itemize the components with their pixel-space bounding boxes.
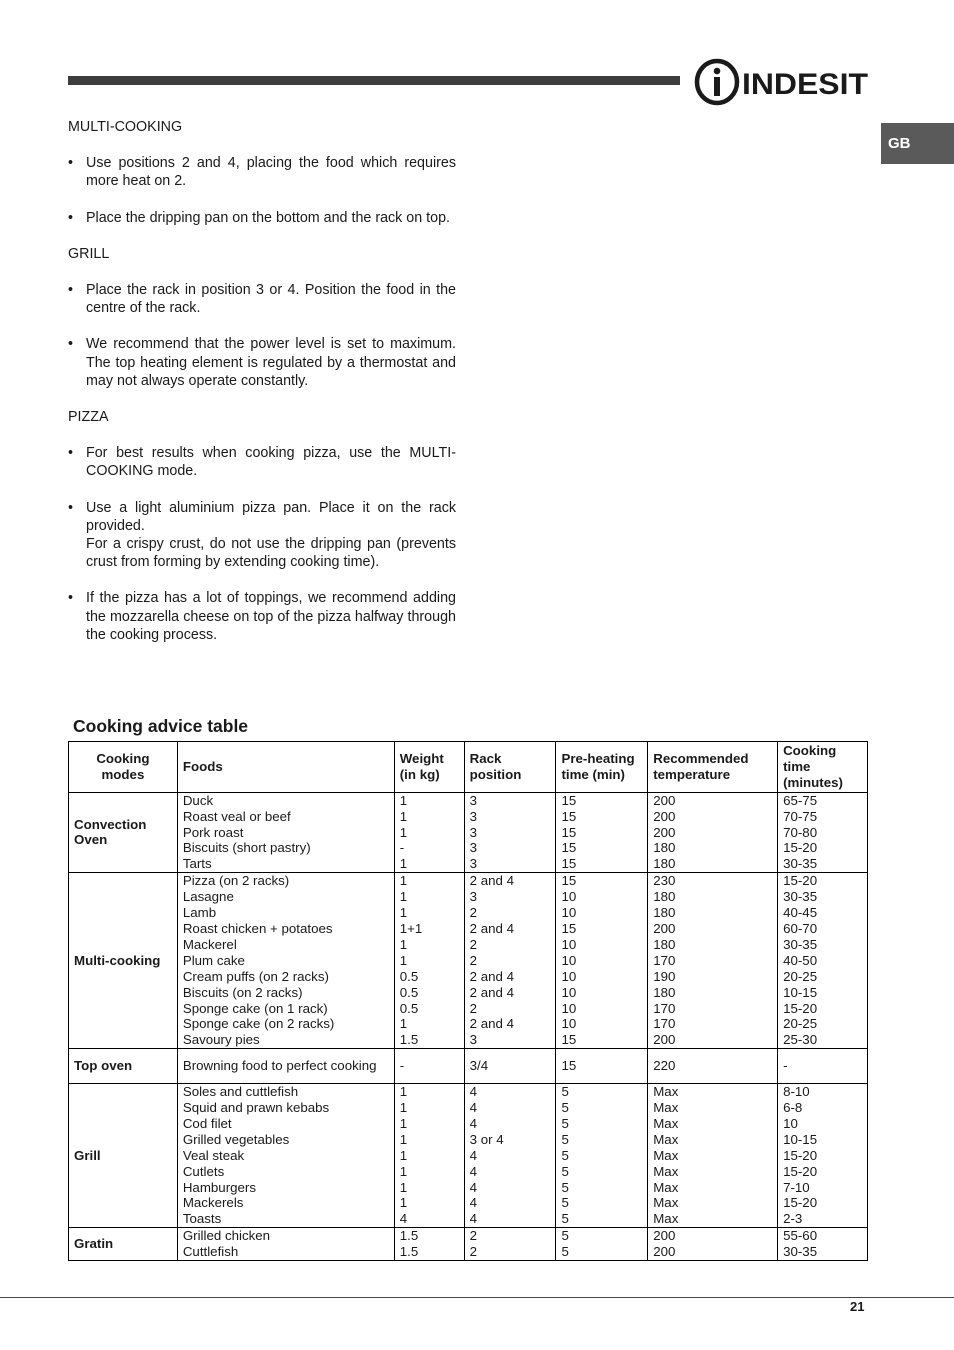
cell-line: Pizza (on 2 racks) <box>182 873 290 889</box>
bullet-text: Place the dripping pan on the bottom and the rack on top. <box>86 209 451 226</box>
cell-line: 15-20 <box>783 1163 818 1179</box>
cell-line: Grilled vegetables <box>182 1131 290 1147</box>
cell-line: 5 <box>561 1163 569 1179</box>
cell-line: Savoury pies <box>182 1032 260 1048</box>
cell-preheat <box>556 873 648 1049</box>
page-number: 21 <box>850 1299 865 1314</box>
bullet-icon: • <box>68 445 74 462</box>
cell-preheat <box>556 792 648 873</box>
bullet-text: For best results when cooking pizza, use the MULTI-COOKING mode. <box>86 445 456 480</box>
cell-line: 5 <box>561 1244 569 1260</box>
cell-line: 200 <box>653 1244 676 1260</box>
cell-line: 3 <box>469 1032 478 1048</box>
cell-weight <box>394 873 464 1049</box>
bullet-icon: • <box>68 155 74 172</box>
cell-line: 3 <box>469 808 478 824</box>
cell-line: 4 <box>399 1211 408 1227</box>
cell-line: 10 <box>561 968 577 984</box>
bullet-item <box>68 335 456 390</box>
cell-line: 220 <box>653 1058 676 1074</box>
bullet-item <box>68 589 456 644</box>
cell-rack <box>464 1049 556 1084</box>
cell-line: Max <box>653 1100 679 1116</box>
cell-line: 15-20 <box>783 1147 818 1163</box>
cell-line: Roast chicken + potatoes <box>182 920 333 936</box>
bullet-text: Place the rack in position 3 or 4. Position the food in the centre of the rack. <box>86 282 456 317</box>
header-preheating-time: Pre-heating time (min) <box>556 742 648 793</box>
cell-line: 7-10 <box>783 1179 810 1195</box>
cell-line: Sponge cake (on 1 rack) <box>182 1000 328 1016</box>
cell-time <box>778 1084 868 1228</box>
cell-line: 5 <box>561 1211 569 1227</box>
cell-line: Max <box>653 1131 679 1147</box>
cell-line: 1 <box>399 808 408 824</box>
cell-line: Max <box>653 1195 679 1211</box>
cell-temp <box>648 792 778 873</box>
table-row <box>69 1084 868 1228</box>
cell-line: Browning food to perfect cooking <box>182 1058 377 1074</box>
instructions-column <box>68 118 456 644</box>
cell-line: 180 <box>653 889 676 905</box>
cooking-mode-cell: Gratin <box>69 1228 178 1261</box>
cell-line: 65-75 <box>783 792 818 808</box>
bullet-text: Use a light aluminium pizza pan. Place it on the rack provided. For a crispy crust, do not use the dripping pan (prevents crust from forming by extending cooking time). <box>86 499 456 571</box>
cell-line: 20-25 <box>783 968 818 984</box>
cell-line: 1.5 <box>399 1228 419 1244</box>
cell-line: 30-35 <box>783 1244 818 1260</box>
table-header-row <box>69 742 868 793</box>
cell-line: 1 <box>399 1147 408 1163</box>
cell-line: - <box>399 1058 405 1074</box>
cell-line: 180 <box>653 840 676 856</box>
cell-line: 200 <box>653 1228 676 1244</box>
cell-line: 4 <box>469 1179 478 1195</box>
bullet-icon: • <box>68 590 74 607</box>
bullet-icon: • <box>68 336 74 353</box>
cell-line: 230 <box>653 873 676 889</box>
cell-line: 60-70 <box>783 920 818 936</box>
cell-line: 15 <box>561 792 577 808</box>
cell-line: 2 and 4 <box>469 920 515 936</box>
bullet-item <box>68 499 456 572</box>
cell-line: 4 <box>469 1163 478 1179</box>
cell-line: 10 <box>561 936 577 952</box>
cell-line: Veal steak <box>182 1147 245 1163</box>
header-foods: Foods <box>177 742 394 793</box>
table-title: Cooking advice table <box>73 716 249 736</box>
cell-line: 1 <box>399 1084 408 1100</box>
cell-line: 15 <box>561 1032 577 1048</box>
cell-line: 1 <box>399 1115 408 1131</box>
cell-line: 2 and 4 <box>469 1016 515 1032</box>
cell-line: 2 <box>469 905 478 921</box>
cell-foods <box>177 1084 394 1228</box>
cooking-mode-cell: Multi-cooking <box>69 873 178 1049</box>
footer-rule <box>0 1297 954 1298</box>
section-heading: GRILL <box>68 245 110 262</box>
cell-line: Tarts <box>182 856 212 872</box>
cell-rack <box>464 873 556 1049</box>
cell-line: 1 <box>399 936 408 952</box>
cell-line: 15-20 <box>783 1000 818 1016</box>
cell-line: 3 <box>469 824 478 840</box>
cooking-advice-table <box>68 741 868 1261</box>
cell-rack <box>464 792 556 873</box>
cell-line: 10 <box>783 1115 798 1131</box>
cell-weight <box>394 1049 464 1084</box>
header-rack-position: Rack position <box>464 742 556 793</box>
cell-line: 5 <box>561 1100 569 1116</box>
cell-weight <box>394 1228 464 1261</box>
bullet-text: We recommend that the power level is set to maximum. The top heating element is regulated by a thermostat and may not always operate constantly. <box>86 336 456 389</box>
cell-line: 2 <box>469 936 478 952</box>
cell-time <box>778 792 868 873</box>
cell-line: Biscuits (short pastry) <box>182 840 311 856</box>
cell-line: 15 <box>561 824 577 840</box>
header-rule <box>68 76 680 85</box>
bullet-icon: • <box>68 209 74 226</box>
cell-line: Max <box>653 1211 679 1227</box>
cell-line: 10 <box>561 1016 577 1032</box>
cell-line: Max <box>653 1163 679 1179</box>
cell-line: 1+1 <box>399 920 423 936</box>
cell-line: 15 <box>561 920 577 936</box>
cell-line: 10-15 <box>783 1131 818 1147</box>
cell-line: Cream puffs (on 2 racks) <box>182 968 329 984</box>
cell-line: 3 <box>469 792 478 808</box>
cell-line: 1 <box>399 889 408 905</box>
cell-line: 170 <box>653 952 676 968</box>
cell-line: 200 <box>653 1032 676 1048</box>
cell-line: 15-20 <box>783 1195 818 1211</box>
cell-line: 190 <box>653 968 676 984</box>
cell-line: 15 <box>561 808 577 824</box>
cell-line: Toasts <box>182 1211 222 1227</box>
cell-temp <box>648 1084 778 1228</box>
cell-line: 2 and 4 <box>469 968 515 984</box>
header-recommended-temperature: Recommended temperature <box>648 742 778 793</box>
cell-line: 25-30 <box>783 1032 818 1048</box>
cell-line: 1 <box>399 792 408 808</box>
cell-time <box>778 873 868 1049</box>
cell-line: 2 <box>469 1228 478 1244</box>
cooking-mode-cell: Grill <box>69 1084 178 1228</box>
cell-line: 15 <box>561 873 577 889</box>
cell-line: 200 <box>653 824 676 840</box>
cell-line: 0.5 <box>399 1000 419 1016</box>
cell-preheat <box>556 1049 648 1084</box>
cell-foods <box>177 873 394 1049</box>
cell-line: Mackerel <box>182 936 237 952</box>
header-cooking-modes: Cooking modes <box>69 742 178 793</box>
cell-line: 200 <box>653 792 676 808</box>
cell-line: 10 <box>561 1000 577 1016</box>
cell-line: 5 <box>561 1147 569 1163</box>
cell-line: 30-35 <box>783 889 818 905</box>
cell-line: 1 <box>399 873 408 889</box>
cell-line: 180 <box>653 984 676 1000</box>
cell-foods <box>177 792 394 873</box>
cell-line: 1.5 <box>399 1032 419 1048</box>
cell-line: 70-80 <box>783 824 818 840</box>
cell-line: 4 <box>469 1211 478 1227</box>
cell-preheat <box>556 1084 648 1228</box>
cell-line: 15-20 <box>783 840 818 856</box>
cell-line: 1 <box>399 856 408 872</box>
cell-line: 200 <box>653 920 676 936</box>
bullet-text: Use positions 2 and 4, placing the food which requires more heat on 2. <box>86 155 456 190</box>
header-weight: Weight (in kg) <box>394 742 464 793</box>
cell-line: 4 <box>469 1115 478 1131</box>
logo-wordmark: INDESIT <box>742 68 868 101</box>
cell-line: 2 and 4 <box>469 873 515 889</box>
cell-line: 4 <box>469 1195 478 1211</box>
cell-line: Pork roast <box>182 824 244 840</box>
cell-line: Max <box>653 1147 679 1163</box>
cell-line: 5 <box>561 1179 569 1195</box>
cell-line: 10 <box>561 889 577 905</box>
cell-line: 6-8 <box>783 1100 803 1116</box>
cell-line: 5 <box>561 1115 569 1131</box>
cell-line: 1 <box>399 1016 408 1032</box>
cell-line: 2 <box>469 1000 478 1016</box>
cell-line: 180 <box>653 905 676 921</box>
cell-line: 1 <box>399 1195 408 1211</box>
table-row <box>69 873 868 1049</box>
cell-line: 0.5 <box>399 968 419 984</box>
cell-line: 2 <box>469 1244 478 1260</box>
table-row <box>69 1049 868 1084</box>
language-tab: GB <box>881 123 954 164</box>
header-cooking-time: Cooking time (minutes) <box>778 742 868 793</box>
cell-line: - <box>783 1058 788 1074</box>
cell-line: 30-35 <box>783 856 818 872</box>
cell-line: Biscuits (on 2 racks) <box>182 984 303 1000</box>
cell-line: Duck <box>182 792 214 808</box>
cell-line: 1 <box>399 905 408 921</box>
bullet-icon: • <box>68 282 74 299</box>
cell-line: 3 <box>469 856 478 872</box>
cell-line: Lasagne <box>182 889 234 905</box>
cell-line: 170 <box>653 1016 676 1032</box>
cell-line: 40-50 <box>783 952 818 968</box>
cell-line: 10 <box>561 984 577 1000</box>
cell-line: Plum cake <box>182 952 245 968</box>
cell-line: - <box>399 840 405 856</box>
cell-line: Hamburgers <box>182 1179 256 1195</box>
cell-line: 70-75 <box>783 808 818 824</box>
cell-line: 30-35 <box>783 936 818 952</box>
table-row <box>69 792 868 873</box>
cell-line: 1 <box>399 1179 408 1195</box>
cell-line: 3 <box>469 840 478 856</box>
cell-line: 5 <box>561 1131 569 1147</box>
cell-line: Roast veal or beef <box>182 808 291 824</box>
cell-line: 170 <box>653 1000 676 1016</box>
section-heading: PIZZA <box>68 409 109 426</box>
bullet-text: If the pizza has a lot of toppings, we recommend adding the mozzarella cheese on top of the pizza halfway through the cooking process. <box>86 590 456 643</box>
cell-line: Max <box>653 1084 679 1100</box>
cell-line: Cutlets <box>182 1163 225 1179</box>
section-heading: MULTI-COOKING <box>68 119 183 135</box>
cell-line: Mackerels <box>182 1195 244 1211</box>
cell-foods <box>177 1049 394 1084</box>
cell-line: 1 <box>399 824 408 840</box>
cooking-mode-cell: Top oven <box>69 1049 178 1084</box>
cell-line: 4 <box>469 1084 478 1100</box>
cell-preheat <box>556 1228 648 1261</box>
cell-line: 1.5 <box>399 1244 419 1260</box>
bullet-item <box>68 209 456 227</box>
cell-line: 200 <box>653 808 676 824</box>
cell-line: 180 <box>653 856 676 872</box>
cell-temp <box>648 873 778 1049</box>
cell-line: 10 <box>561 952 577 968</box>
cell-line: 5 <box>561 1228 569 1244</box>
cell-line: 1 <box>399 1131 408 1147</box>
cell-line: Cuttlefish <box>182 1244 239 1260</box>
cell-temp <box>648 1228 778 1261</box>
bullet-icon: • <box>68 499 74 516</box>
cell-foods <box>177 1228 394 1261</box>
cell-line: 1 <box>399 1163 408 1179</box>
cell-line: Cod filet <box>182 1115 232 1131</box>
cell-line: 5 <box>561 1084 569 1100</box>
bullet-item <box>68 154 456 190</box>
cell-line: Lamb <box>182 905 217 921</box>
cell-time <box>778 1049 868 1084</box>
cell-line: 5 <box>561 1195 569 1211</box>
cell-rack <box>464 1228 556 1261</box>
cell-line: 3 <box>469 889 478 905</box>
cell-line: 15 <box>561 840 577 856</box>
cell-line: 0.5 <box>399 984 419 1000</box>
cell-line: Soles and cuttlefish <box>182 1084 299 1100</box>
cell-rack <box>464 1084 556 1228</box>
cell-line: 8-10 <box>783 1084 810 1100</box>
cell-line: 3/4 <box>469 1058 489 1074</box>
cell-time <box>778 1228 868 1261</box>
cell-line: 55-60 <box>783 1228 818 1244</box>
cell-line: 4 <box>469 1100 478 1116</box>
cooking-mode-cell: Convection Oven <box>69 792 178 873</box>
cell-line: Sponge cake (on 2 racks) <box>182 1016 335 1032</box>
cell-line: Squid and prawn kebabs <box>182 1100 330 1116</box>
cell-line: 20-25 <box>783 1016 818 1032</box>
cell-line: 15 <box>561 856 577 872</box>
cell-line: 1 <box>399 1100 408 1116</box>
cell-line: 2 and 4 <box>469 984 515 1000</box>
cell-line: 2-3 <box>783 1211 803 1227</box>
cell-temp <box>648 1049 778 1084</box>
cell-line: 180 <box>653 936 676 952</box>
cell-line: 4 <box>469 1147 478 1163</box>
cell-line: 10-15 <box>783 984 818 1000</box>
bullet-item <box>68 281 456 317</box>
cell-line: Max <box>653 1179 679 1195</box>
cell-line: 40-45 <box>783 905 818 921</box>
cell-line: Max <box>653 1115 679 1131</box>
cell-line: Grilled chicken <box>182 1228 271 1244</box>
cell-line: 3 or 4 <box>469 1131 504 1147</box>
cell-line: 2 <box>469 952 478 968</box>
cell-line: 10 <box>561 905 577 921</box>
bullet-item <box>68 444 456 480</box>
indesit-logo <box>694 58 870 106</box>
cell-line: 1 <box>399 952 408 968</box>
cell-weight <box>394 1084 464 1228</box>
cell-weight <box>394 792 464 873</box>
cell-line: 15 <box>561 1058 577 1074</box>
cell-line: 15-20 <box>783 873 818 889</box>
table-row <box>69 1228 868 1261</box>
